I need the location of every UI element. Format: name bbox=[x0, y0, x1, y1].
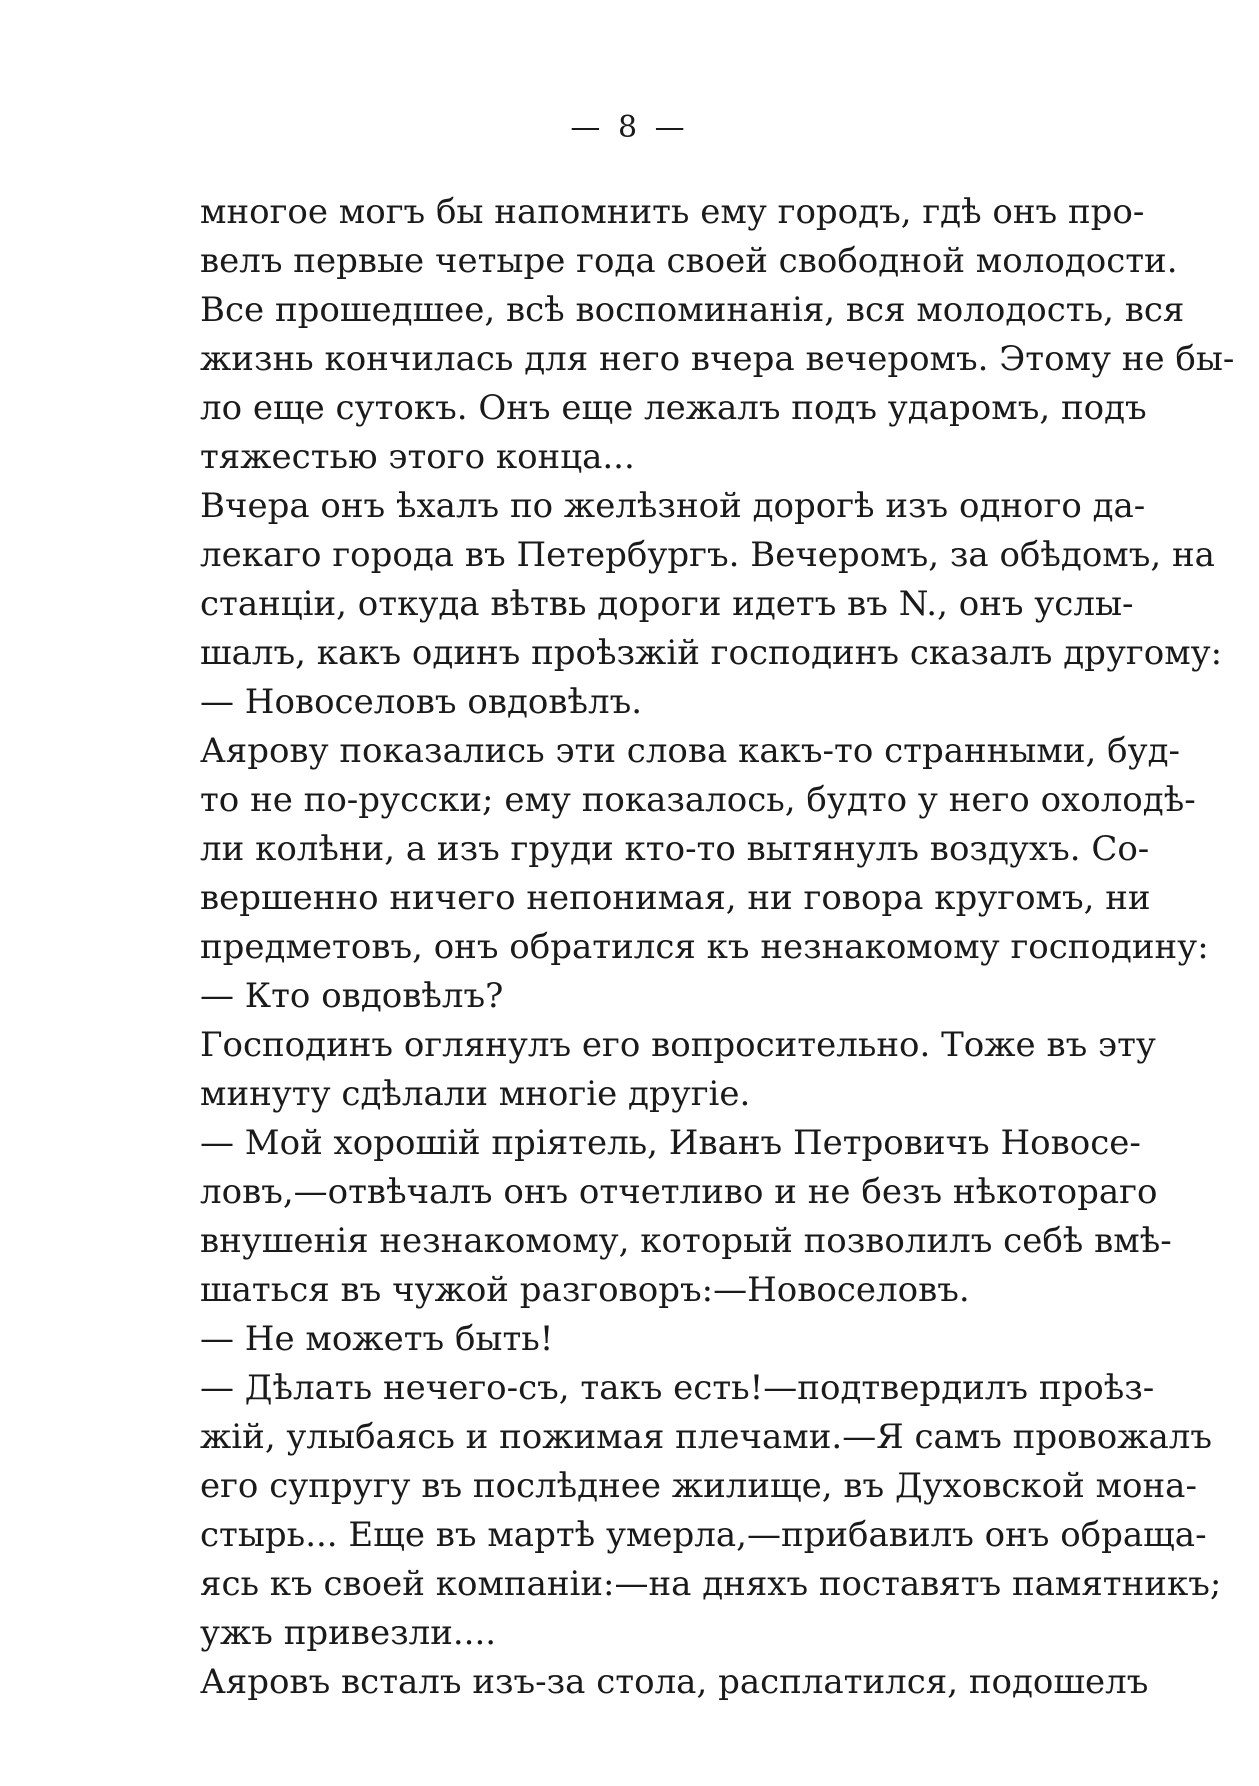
text-line: жій, улыбаясь и пожимая плечами.—Я самъ провожалъ bbox=[200, 1417, 1212, 1457]
text-line: Господинъ оглянулъ его вопросительно. Тоже въ эту bbox=[200, 1025, 1156, 1065]
text-line: жизнь кончилась для него вчера вечеромъ. Этому не бы- bbox=[200, 339, 1235, 379]
text-line: предметовъ, онъ обратился къ незнакомому господину: bbox=[200, 927, 1209, 967]
text-line: стырь... Еще въ мартѣ умерла,—прибавилъ онъ обраща- bbox=[200, 1515, 1207, 1555]
body-text bbox=[200, 188, 1235, 1707]
text-line: то не по-русски; ему показалось, будто у него охолодѣ- bbox=[200, 780, 1196, 820]
text-line: ло еще сутокъ. Онъ еще лежалъ подъ ударомъ, подъ bbox=[200, 388, 1147, 428]
text-line: велъ первые четыре года своей свободной молодости. bbox=[200, 241, 1178, 281]
text-line: ли колѣни, а изъ груди кто-то вытянулъ воздухъ. Со- bbox=[200, 829, 1150, 869]
text-line: — Мой хорошій пріятель, Иванъ Петровичъ Новосе- bbox=[200, 1123, 1141, 1163]
text-line: Аяровъ всталъ изъ-за стола, расплатился, подошелъ bbox=[200, 1662, 1149, 1702]
text-line: шалъ, какъ одинъ проѣзжій господинъ сказалъ другому: bbox=[200, 633, 1223, 673]
text-line: — Дѣлать нечего-съ, такъ есть!—подтвердилъ проѣз- bbox=[200, 1368, 1155, 1408]
text-line: тяжестью этого конца... bbox=[200, 437, 635, 477]
text-line: ясь къ своей компаніи:—на дняхъ поставятъ памятникъ; bbox=[200, 1564, 1222, 1604]
text-line: ловъ,—отвѣчалъ онъ отчетливо и не безъ нѣкотораго bbox=[200, 1172, 1158, 1212]
text-line: лекаго города въ Петербургъ. Вечеромъ, за обѣдомъ, на bbox=[200, 535, 1215, 575]
text-line: его супругу въ послѣднее жилище, въ Духовской мона- bbox=[200, 1466, 1197, 1506]
text-line: станціи, откуда вѣтвь дороги идетъ въ N., онъ услы- bbox=[200, 584, 1134, 624]
text-line: шаться въ чужой разговоръ:—Новоселовъ. bbox=[200, 1270, 970, 1310]
text-line: Вчера онъ ѣхалъ по желѣзной дорогѣ изъ одного да- bbox=[200, 486, 1146, 526]
text-line: — Не можетъ быть! bbox=[200, 1319, 554, 1359]
text-line: внушенія незнакомому, который позволилъ себѣ вмѣ- bbox=[200, 1221, 1172, 1261]
text-line: минуту сдѣлали многіе другіе. bbox=[200, 1074, 751, 1114]
page-number: — 8 — bbox=[570, 110, 689, 145]
text-line: вершенно ничего непонимая, ни говора кругомъ, ни bbox=[200, 878, 1151, 918]
text-line: — Кто овдовѣлъ? bbox=[200, 976, 504, 1016]
text-line: Аярову показались эти слова какъ-то странными, буд- bbox=[200, 731, 1180, 771]
text-line: ужъ привезли.... bbox=[200, 1613, 497, 1653]
text-line: — Новоселовъ овдовѣлъ. bbox=[200, 682, 643, 722]
text-line: многое могъ бы напомнить ему городъ, гдѣ онъ про- bbox=[200, 192, 1145, 232]
text-line: Все прошедшее, всѣ воспоминанія, вся молодость, вся bbox=[200, 290, 1185, 330]
